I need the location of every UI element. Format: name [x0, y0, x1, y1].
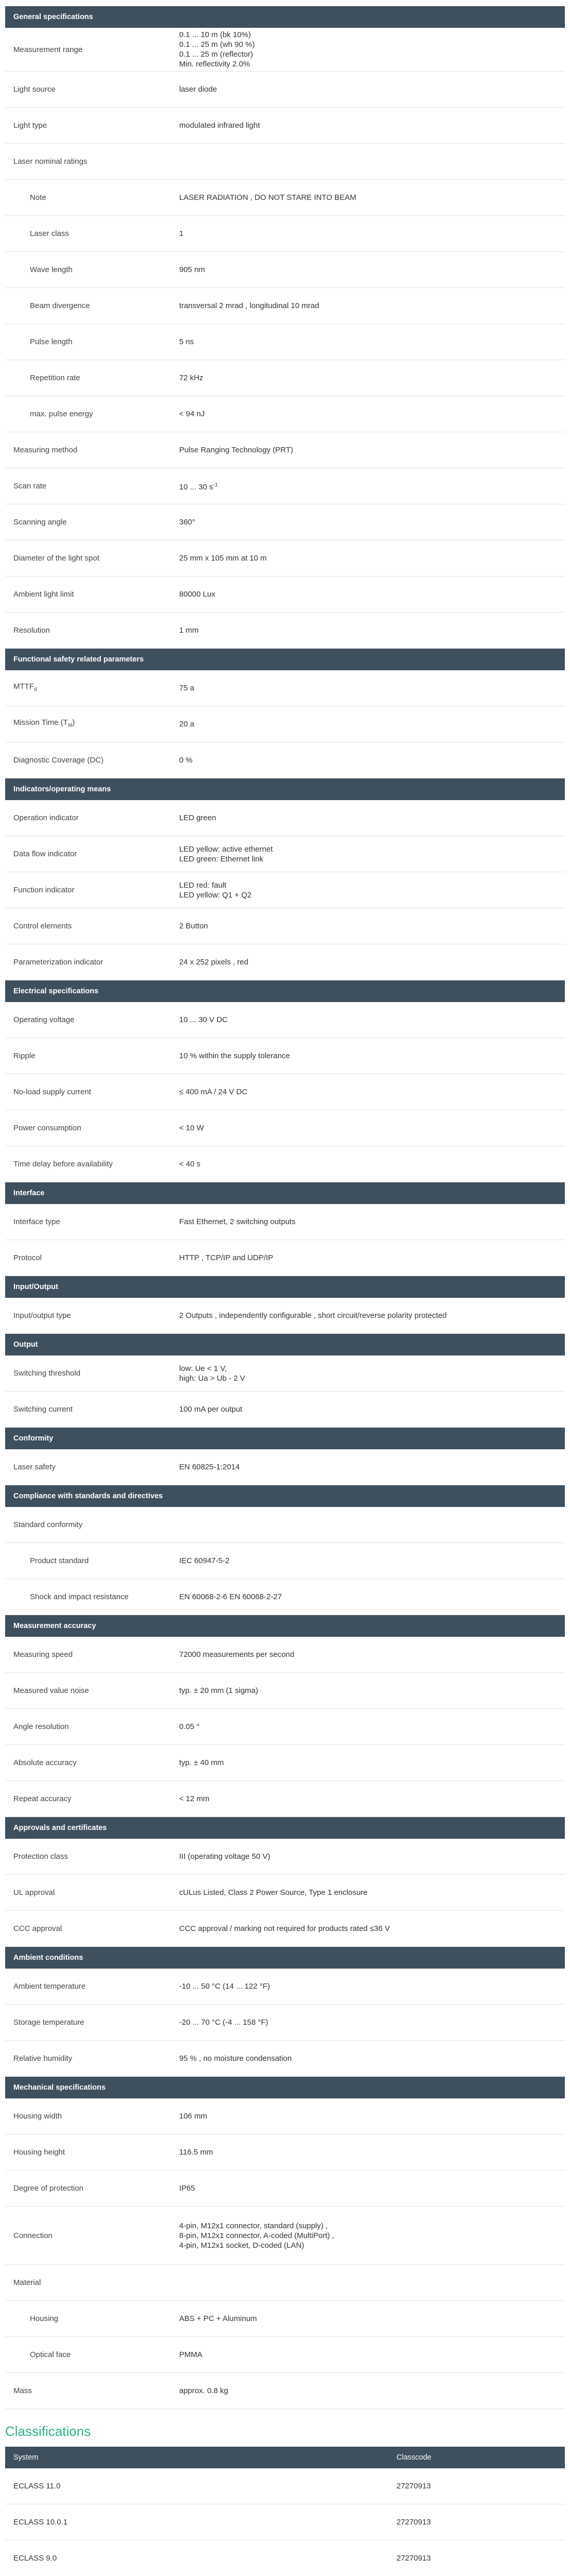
spec-label: Switching current	[5, 1392, 171, 1428]
spec-value: III (operating voltage 50 V)	[171, 1839, 565, 1875]
classification-code: 27270913	[388, 2540, 565, 2576]
spec-label: Operation indicator	[5, 800, 171, 836]
spec-row-switching-threshold	[5, 1355, 565, 1392]
spec-row-parameterization-indicator	[5, 944, 565, 980]
spec-label: max. pulse energy	[5, 396, 171, 432]
spec-value: Fast Ethernet, 2 switching outputs	[171, 1204, 565, 1240]
section-title: Ambient conditions	[5, 1947, 565, 1969]
spec-value: 25 mm x 105 mm at 10 m	[171, 540, 565, 577]
spec-value: 360°	[171, 504, 565, 540]
classifications-table	[5, 2447, 565, 2576]
spec-value: modulated infrared light	[171, 108, 565, 144]
spec-row-ccc-approval	[5, 1911, 565, 1947]
section-conformity	[5, 1428, 565, 1450]
spec-value: ABS + PC + Aluminum	[171, 2301, 565, 2337]
spec-row-laser-nominal	[5, 144, 565, 180]
section-output	[5, 1334, 565, 1356]
spec-label: Wave length	[5, 252, 171, 288]
spec-label: Diameter of the light spot	[5, 540, 171, 577]
spec-label: Housing width	[5, 2098, 171, 2134]
spec-value-text: 10 ... 30 s	[179, 483, 213, 492]
spec-label: Note	[5, 180, 171, 216]
spec-row-housing-width	[5, 2098, 565, 2134]
superscript: -1	[213, 482, 218, 488]
spec-row-material	[5, 2265, 565, 2301]
spec-label: Repetition rate	[5, 360, 171, 396]
spec-row-io-type	[5, 1298, 565, 1334]
spec-label: Operating voltage	[5, 1002, 171, 1038]
spec-value: 24 x 252 pixels , red	[171, 944, 565, 980]
spec-label: Product standard	[5, 1543, 171, 1579]
spec-value: IEC 60947-5-2	[171, 1543, 565, 1579]
spec-value-line: 0.1 ... 10 m (bk 10%)	[179, 30, 251, 39]
spec-row-mass	[5, 2373, 565, 2409]
spec-value: -20 ... 70 °C (-4 ... 158 °F)	[171, 2005, 565, 2041]
spec-row-storage-temperature	[5, 2005, 565, 2041]
spec-value: < 94 nJ	[171, 396, 565, 432]
spec-group-label: Standard conformity	[5, 1507, 171, 1543]
spec-row-diagnostic-coverage	[5, 742, 565, 778]
spec-value: 2 Outputs , independently configurable , short circuit/reverse polarity protected	[171, 1298, 565, 1334]
subscript: M	[67, 723, 73, 728]
spec-row-ambient-light	[5, 577, 565, 613]
spec-label	[5, 706, 171, 742]
section-title: Functional safety related parameters	[5, 649, 565, 671]
spec-row-protection-class	[5, 1839, 565, 1875]
spec-label: Degree of protection	[5, 2171, 171, 2207]
spec-value: 1	[171, 216, 565, 252]
section-electrical	[5, 980, 565, 1003]
classifications-body	[5, 2468, 565, 2576]
spec-label: UL approval	[5, 1875, 171, 1911]
spec-label: Laser safety	[5, 1449, 171, 1485]
section-input-output	[5, 1276, 565, 1298]
section-ambient-conditions	[5, 1947, 565, 1969]
spec-label: Interface type	[5, 1204, 171, 1240]
spec-value: 5 ns	[171, 324, 565, 360]
spec-row-repetition-rate	[5, 360, 565, 396]
specifications-table	[5, 6, 565, 2409]
spec-value: LED green	[171, 800, 565, 836]
spec-row-operating-voltage	[5, 1002, 565, 1038]
spec-row-value-noise	[5, 1673, 565, 1709]
spec-row-housing-material	[5, 2301, 565, 2337]
spec-label: Pulse length	[5, 324, 171, 360]
spec-label: Scanning angle	[5, 504, 171, 540]
spec-value: cULus Listed, Class 2 Power Source, Type 1 enclosure	[171, 1875, 565, 1911]
spec-value: PMMA	[171, 2337, 565, 2373]
spec-label: Repeat accuracy	[5, 1781, 171, 1817]
spec-row-wave-length	[5, 252, 565, 288]
section-title: Input/Output	[5, 1276, 565, 1298]
spec-row-mission-time	[5, 706, 565, 742]
spec-row-scanning-angle	[5, 504, 565, 540]
section-functional-safety	[5, 649, 565, 671]
spec-value-line: high: Ua > Ub - 2 V	[179, 1374, 245, 1383]
spec-label: Diagnostic Coverage (DC)	[5, 742, 171, 778]
subscript: d	[33, 687, 37, 692]
section-title: Output	[5, 1334, 565, 1356]
spec-value-line: 4-pin, M12x1 socket, D-coded (LAN)	[179, 2241, 304, 2250]
spec-value: 905 nm	[171, 252, 565, 288]
spec-row-optical-face	[5, 2337, 565, 2373]
spec-row-angle-resolution	[5, 1709, 565, 1745]
spec-label: Protocol	[5, 1240, 171, 1276]
section-title: General specifications	[5, 6, 565, 28]
spec-value-line: 0.1 ... 25 m (reflector)	[179, 50, 253, 59]
spec-value: 0.05 °	[171, 1709, 565, 1745]
spec-value-line: LED green: Ethernet link	[179, 854, 264, 863]
spec-label: Power consumption	[5, 1110, 171, 1146]
spec-value: 116.5 mm	[171, 2134, 565, 2171]
classification-row	[5, 2504, 565, 2540]
spec-label: Control elements	[5, 908, 171, 944]
spec-label: Housing height	[5, 2134, 171, 2171]
spec-label: Shock and impact resistance	[5, 1579, 171, 1615]
column-header-classcode: Classcode	[388, 2447, 565, 2468]
spec-value-line: 0.1 ... 25 m (wh 90 %)	[179, 40, 255, 49]
spec-row-light-type	[5, 108, 565, 144]
spec-label: Input/output type	[5, 1298, 171, 1334]
classification-system: ECLASS 11.0	[5, 2468, 388, 2504]
spec-row-measuring-method	[5, 432, 565, 468]
spec-row-pulse-length	[5, 324, 565, 360]
spec-row-light-spot	[5, 540, 565, 577]
spec-value-line: LED red: fault	[179, 880, 227, 890]
classification-code: 27270913	[388, 2468, 565, 2504]
spec-value: 10 % within the supply tolerance	[171, 1038, 565, 1074]
spec-label-text: )	[72, 718, 75, 727]
section-title: Mechanical specifications	[5, 2077, 565, 2099]
spec-row-shock-resistance	[5, 1579, 565, 1615]
spec-label: Mass	[5, 2373, 171, 2409]
spec-row-operation-indicator	[5, 800, 565, 836]
spec-row-no-load-current	[5, 1074, 565, 1110]
spec-label: Housing	[5, 2301, 171, 2337]
spec-row-protocol	[5, 1240, 565, 1276]
spec-row-standard-conformity	[5, 1507, 565, 1543]
classification-row	[5, 2540, 565, 2576]
spec-value: ≤ 400 mA / 24 V DC	[171, 1074, 565, 1110]
spec-value: typ. ± 20 mm (1 sigma)	[171, 1673, 565, 1709]
spec-label: No-load supply current	[5, 1074, 171, 1110]
classification-system: ECLASS 10.0.1	[5, 2504, 388, 2540]
spec-row-light-source	[5, 72, 565, 108]
section-approvals	[5, 1817, 565, 1839]
spec-row-relative-humidity	[5, 2041, 565, 2077]
spec-value: 10 ... 30 V DC	[171, 1002, 565, 1038]
spec-row-ul-approval	[5, 1875, 565, 1911]
classifications-header-row	[5, 2447, 565, 2468]
section-measurement-accuracy	[5, 1615, 565, 1637]
spec-row-measuring-speed	[5, 1637, 565, 1673]
spec-row-absolute-accuracy	[5, 1745, 565, 1781]
spec-value	[171, 1355, 565, 1392]
spec-label: Relative humidity	[5, 2041, 171, 2077]
spec-label: Ambient light limit	[5, 577, 171, 613]
spec-row-beam-divergence	[5, 288, 565, 324]
spec-row-product-standard	[5, 1543, 565, 1579]
spec-value	[171, 872, 565, 908]
spec-label: Time delay before availability	[5, 1146, 171, 1182]
spec-label: Connection	[5, 2207, 171, 2265]
spec-label: Measurement range	[5, 28, 171, 72]
spec-row-control-elements	[5, 908, 565, 944]
spec-label: Scan rate	[5, 468, 171, 504]
spec-row-power-consumption	[5, 1110, 565, 1146]
spec-value: LASER RADIATION , DO NOT STARE INTO BEAM	[171, 180, 565, 216]
spec-value: HTTP , TCP/IP and UDP/IP	[171, 1240, 565, 1276]
spec-row-note	[5, 180, 565, 216]
spec-row-max-pulse-energy	[5, 396, 565, 432]
spec-label	[5, 670, 171, 706]
spec-value	[171, 836, 565, 872]
spec-row-connection	[5, 2207, 565, 2265]
section-mechanical	[5, 2077, 565, 2099]
spec-value: CCC approval / marking not required for products rated ≤36 V	[171, 1911, 565, 1947]
spec-value	[171, 28, 565, 72]
spec-row-switching-current	[5, 1392, 565, 1428]
spec-label: Beam divergence	[5, 288, 171, 324]
spec-row-measurement-range	[5, 28, 565, 72]
spec-label: Parameterization indicator	[5, 944, 171, 980]
spec-row-resolution	[5, 613, 565, 649]
spec-label: Optical face	[5, 2337, 171, 2373]
column-header-system: System	[5, 2447, 388, 2468]
spec-row-repeat-accuracy	[5, 1781, 565, 1817]
spec-value-line: 8-pin, M12x1 connector, A-coded (MultiPort) ,	[179, 2231, 334, 2240]
spec-label: Angle resolution	[5, 1709, 171, 1745]
spec-value: 106 mm	[171, 2098, 565, 2134]
section-title: Measurement accuracy	[5, 1615, 565, 1637]
spec-value: laser diode	[171, 72, 565, 108]
spec-row-ambient-temperature	[5, 1969, 565, 2005]
spec-value: 80000 Lux	[171, 577, 565, 613]
spec-value	[171, 2207, 565, 2265]
classification-row	[5, 2468, 565, 2504]
spec-value: < 10 W	[171, 1110, 565, 1146]
spec-value: < 40 s	[171, 1146, 565, 1182]
spec-value-line: Min. reflectivity 2.0%	[179, 60, 250, 69]
spec-row-degree-of-protection	[5, 2171, 565, 2207]
spec-label: Ambient temperature	[5, 1969, 171, 2005]
spec-label: Protection class	[5, 1839, 171, 1875]
spec-value: typ. ± 40 mm	[171, 1745, 565, 1781]
section-title: Approvals and certificates	[5, 1817, 565, 1839]
section-title: Conformity	[5, 1428, 565, 1450]
classification-system: ECLASS 9.0	[5, 2540, 388, 2576]
spec-row-data-flow-indicator	[5, 836, 565, 872]
spec-label: Light source	[5, 72, 171, 108]
spec-value: < 12 mm	[171, 1781, 565, 1817]
spec-label: Resolution	[5, 613, 171, 649]
spec-row-laser-safety	[5, 1449, 565, 1485]
classifications-heading: Classifications	[5, 2424, 91, 2439]
spec-label: Measuring speed	[5, 1637, 171, 1673]
spec-value: EN 60068-2-6 EN 60068-2-27	[171, 1579, 565, 1615]
classification-code: 27270913	[388, 2504, 565, 2540]
spec-row-mttfd	[5, 670, 565, 706]
spec-label: Laser class	[5, 216, 171, 252]
spec-label: Data flow indicator	[5, 836, 171, 872]
spec-value: 95 % , no moisture condensation	[171, 2041, 565, 2077]
spec-value: 72 kHz	[171, 360, 565, 396]
spec-value-line: 4-pin, M12x1 connector, standard (supply) ,	[179, 2221, 328, 2230]
spec-value: 2 Button	[171, 908, 565, 944]
spec-label-text: Mission Time (T	[13, 718, 68, 727]
spec-row-ripple	[5, 1038, 565, 1074]
spec-value: IP65	[171, 2171, 565, 2207]
section-interface	[5, 1182, 565, 1205]
spec-row-laser-class	[5, 216, 565, 252]
spec-row-housing-height	[5, 2134, 565, 2171]
spec-value-line: low: Ue < 1 V,	[179, 1364, 227, 1373]
spec-label: Ripple	[5, 1038, 171, 1074]
section-title: Compliance with standards and directives	[5, 1485, 565, 1507]
spec-value: EN 60825-1:2014	[171, 1449, 565, 1485]
section-compliance	[5, 1485, 565, 1507]
spec-value-line: LED yellow: active ethernet	[179, 844, 273, 854]
spec-label: Light type	[5, 108, 171, 144]
spec-row-interface-type	[5, 1204, 565, 1240]
spec-value: Pulse Ranging Technology (PRT)	[171, 432, 565, 468]
spec-label-text: MTTF	[13, 682, 34, 691]
spec-value-line: LED yellow: Q1 + Q2	[179, 890, 252, 900]
spec-label: Storage temperature	[5, 2005, 171, 2041]
spec-value: -10 ... 50 °C (14 ... 122 °F)	[171, 1969, 565, 2005]
spec-label: CCC approval	[5, 1911, 171, 1947]
spec-value: 75 a	[171, 670, 565, 706]
section-title: Electrical specifications	[5, 980, 565, 1003]
spec-label: Measuring method	[5, 432, 171, 468]
spec-label: Switching threshold	[5, 1355, 171, 1392]
section-title: Interface	[5, 1182, 565, 1205]
spec-value: approx. 0.8 kg	[171, 2373, 565, 2409]
spec-row-function-indicator	[5, 872, 565, 908]
section-general	[5, 6, 565, 28]
spec-group-label: Laser nominal ratings	[5, 144, 171, 180]
section-title: Indicators/operating means	[5, 778, 565, 801]
spec-value: 72000 measurements per second	[171, 1637, 565, 1673]
spec-value: 0 %	[171, 742, 565, 778]
spec-value	[171, 468, 565, 504]
section-indicators	[5, 778, 565, 801]
spec-value: transversal 2 mrad , longitudinal 10 mrad	[171, 288, 565, 324]
spec-value: 100 mA per output	[171, 1392, 565, 1428]
spec-value: 1 mm	[171, 613, 565, 649]
spec-row-time-delay	[5, 1146, 565, 1182]
spec-label: Measured value noise	[5, 1673, 171, 1709]
spec-row-scan-rate	[5, 468, 565, 504]
spec-label: Function indicator	[5, 872, 171, 908]
spec-value: 20 a	[171, 706, 565, 742]
spec-group-label: Material	[5, 2265, 171, 2301]
spec-label: Absolute accuracy	[5, 1745, 171, 1781]
